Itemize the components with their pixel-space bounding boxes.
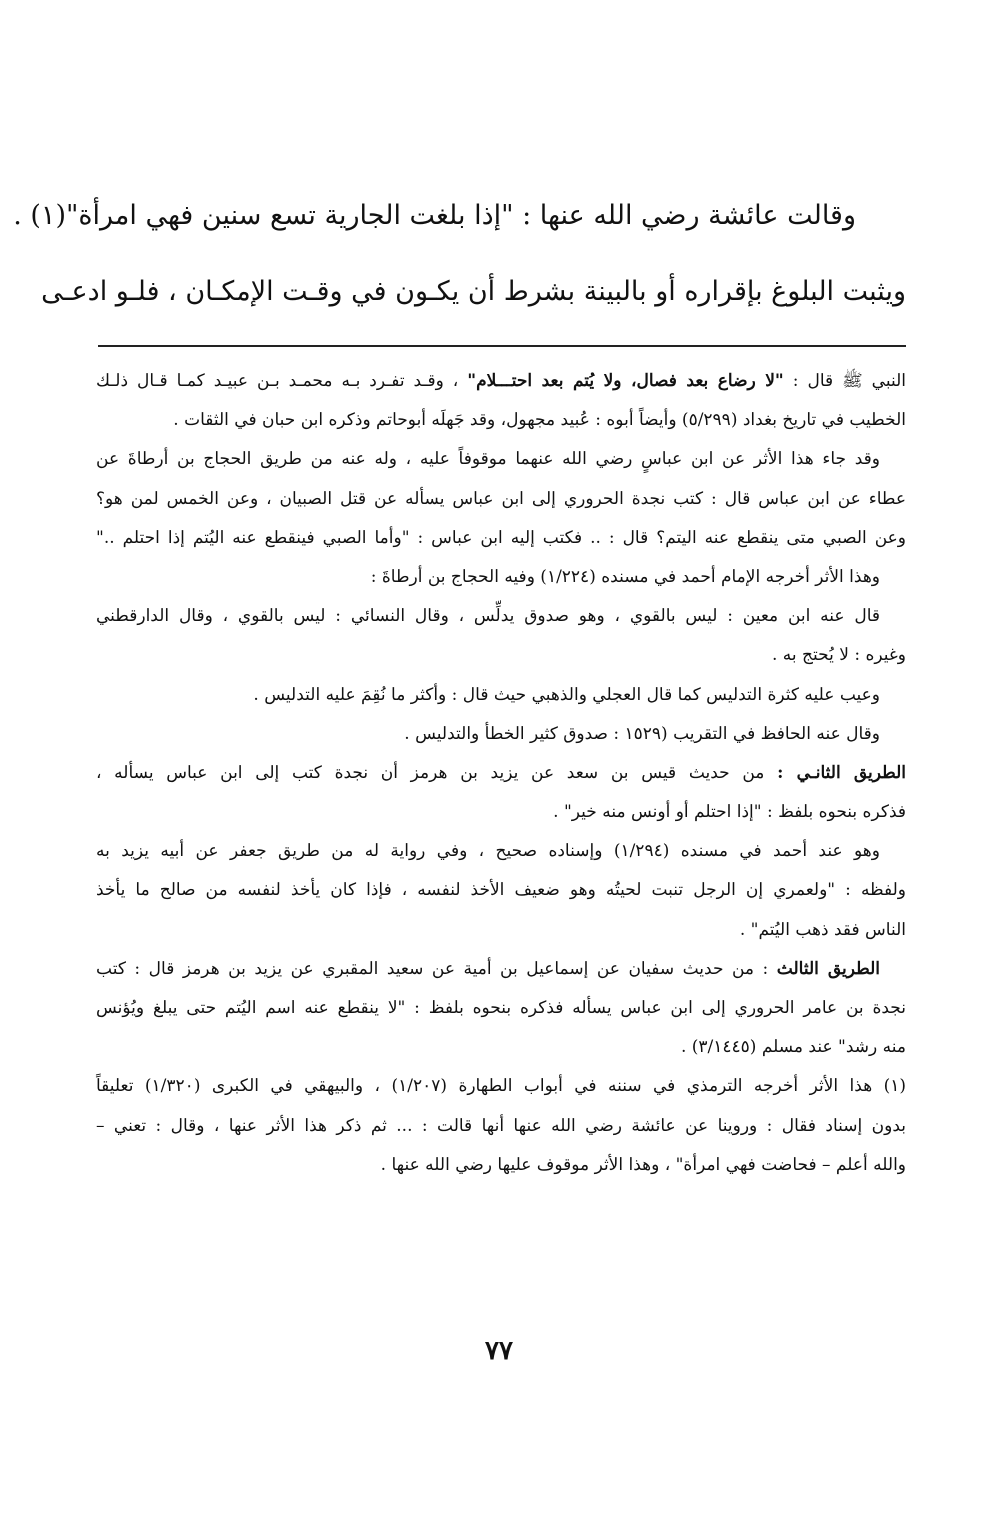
footnotes-block [96,362,906,1185]
note-line-4: عطاء عن ابن عباس قال : كتب نجدة الحروري إلى ابن عباس يسأله عن قتل الصبيان ، وعن الخمس لمن هو؟ [96,488,906,509]
note-text: ، وقـد تفـرد بـه محمـد بـن عبيـد كمـا قـال ذلـك [96,371,468,391]
footnote-separator [98,345,906,347]
note-line-10: وقال عنه الحافظ في التقريب (١٥٢٩ : صدوق كثير الخطأ والتدليس . [404,723,880,744]
note-line-3: وقد جاء هذا الأثر عن ابن عباسٍ رضي الله عنهما موقوفاً عليه ، وله عنه من طريق الحجاج بن أرطاةَ عن [96,449,880,470]
note-line-11 [96,754,906,793]
note-line-15: الناس فقد ذهب اليُتم" . [739,919,906,940]
main-line-1: وقالت عائشة رضي الله عنها : "إذا بلغت الجارية تسع سنين فهي امرأة"(١) . [13,200,856,231]
note-line-17: نجدة بن عامر الحروري إلى ابن عباس يسأله فذكره بنحوه بلفظ : "لا ينقطع عنه اسم اليُتم حتى يبلغ ويُؤنس [96,998,906,1018]
note-line-16 [96,950,906,989]
note-line-18: منه رشد" عند مسلم (٣/١٤٤٥) . [680,1037,906,1058]
note-line-1 [96,362,906,401]
note-line-14: ولفظه : "ولعمري إن الرجل تنبت لحيتُه وهو ضعيف الأخذ لنفسه ، فإذا كان يأخذ لنفسه من صالح ما يأخذ [96,880,906,901]
note-text: النبي ﷺ قال : [783,371,906,391]
note-text: : من حديث سفيان عن إسماعيل بن أمية عن سعيد المقبري عن يزيد بن هرمز قال : كتب [96,958,777,979]
footnote-1-line-2: بدون إسناد فقال : وروينا عن عائشة رضي الله عنها أنها قالت : ... ثم ذكر هذا الأثر عنها ، وقال : تعني – [96,1115,906,1136]
page-number: ٧٧ [485,1336,513,1366]
section-label: الطريق الثالث [776,958,881,979]
note-line-8: وغيره : لا يُحتج به . [771,645,906,666]
section-label: الطريق الثانـي : [777,762,907,783]
footnote-1-line-3: والله أعلم – فحاضت فهي امرأة" ، وهذا الأثر موقوف عليها رضي الله عنها . [380,1154,906,1175]
note-line-12: فذكره بنحوه بلفظ : "إذا احتلم أو أونس منه خير" . [553,802,906,823]
main-line-2: ويثبت البلوغ بإقراره أو بالبينة بشرط أن يكـون في وقـت الإمكـان ، فلـو ادعـى [41,276,906,307]
footnote-1-line-1: (١) هذا الأثر أخرجه الترمذي في سننه في أبواب الطهارة (١/٢٠٧) ، والبيهقي في الكبرى (١/٣٢٠) تعليقاً [96,1076,907,1097]
note-line-13: وهو عند أحمد في مسنده (١/٢٩٤) وإسناده صحيح ، وفي رواية له من طريق جعفر عن أبيه يزيد به [96,841,880,862]
note-line-9: وعيب عليه كثرة التدليس كما قال العجلي والذهبي حيث قال : وأكثر ما نُقِمَ عليه التدليس . [253,684,880,705]
note-text: من حديث قيس بن سعد عن يزيد بن هرمز أن نجدة كتب إلى ابن عباس يسأله ، [96,762,778,783]
note-line-2: الخطيب في تاريخ بغداد (٥/٢٩٩) وأيضاً أبوه : عُبيد مجهول، وقد جَهلَه أبوحاتم وذكره ابن حبان في الثقات . [173,410,906,431]
hadith-quote: "لا رضاع بعد فصال، ولا يُتم بعد احتـــلام" [467,371,784,391]
note-line-7: قال عنه ابن معين : ليس بالقوي ، وهو صدوق يدلِّس ، وقال النسائي : ليس بالقوي ، وقال الدارقطني [96,606,880,627]
note-line-5: وعن الصبي متى ينقطع عنه اليتم؟ قال : .. فكتب إليه ابن عباس : "وأما الصبي فينقطع عنه اليُتم إذا احتلم .." [96,527,906,548]
note-line-6: وهذا الأثر أخرجه الإمام أحمد في مسنده (١/٢٢٤) وفيه الحجاج بن أرطاةَ : [370,566,880,587]
main-text-block [13,188,906,340]
